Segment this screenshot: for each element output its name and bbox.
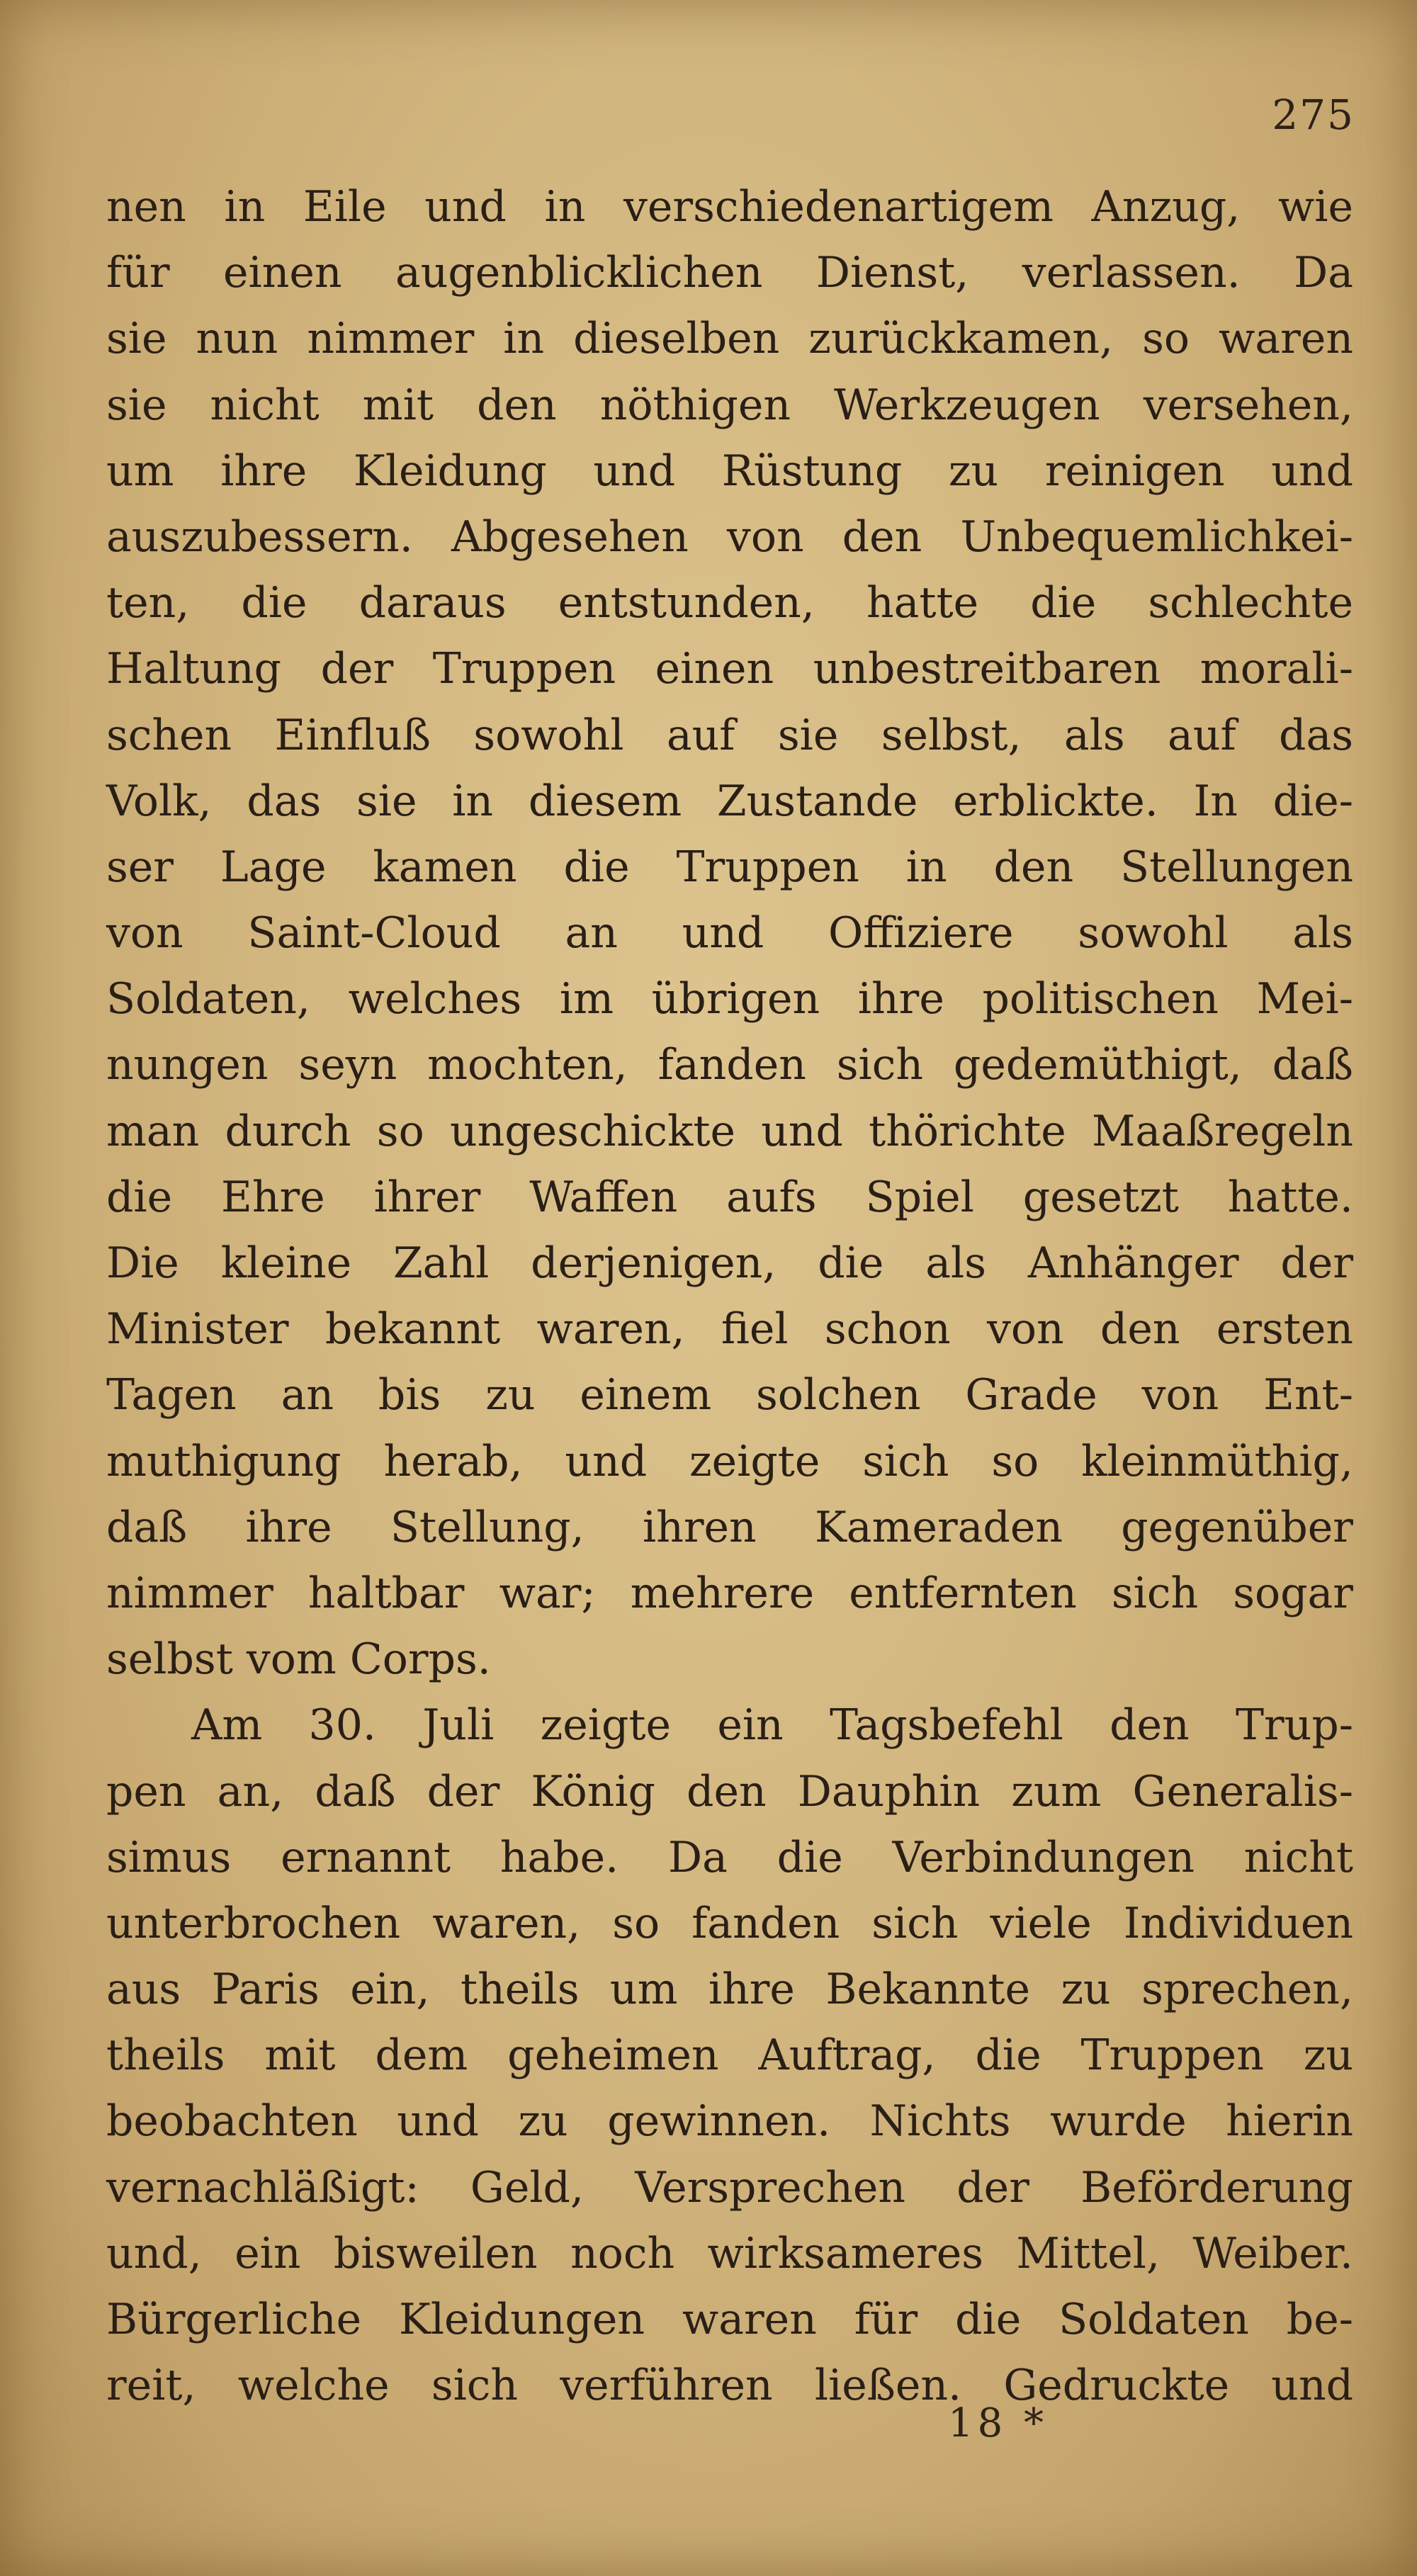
- text-line: Minister bekannt waren, fiel schon von den ersten: [106, 1304, 1353, 1355]
- text-line: die Ehre ihrer Waffen aufs Spiel gesetzt hatte.: [106, 1172, 1353, 1222]
- page-number: 275: [1272, 91, 1355, 139]
- text-line: schen Einfluß sowohl auf sie selbst, als auf das: [106, 710, 1353, 760]
- text-line: ten, die daraus entstunden, hatte die schlechte: [106, 578, 1353, 628]
- text-line: um ihre Kleidung und Rüstung zu reinigen und: [106, 446, 1353, 496]
- text-line: muthigung herab, und zeigte sich so kleinmüthig,: [106, 1436, 1353, 1486]
- text-line: aus Paris ein, theils um ihre Bekannte zu sprechen,: [106, 1965, 1353, 2015]
- signature-mark: 18 *: [948, 2400, 1049, 2446]
- text-line: man durch so ungeschickte und thörichte Maaßregeln: [106, 1106, 1353, 1156]
- text-line: Soldaten, welches im übrigen ihre politischen Mei-: [106, 974, 1353, 1024]
- text-line: für einen augenblicklichen Dienst, verlassen. Da: [106, 248, 1353, 298]
- text-line: vernachläßigt: Geld, Versprechen der Beförderung: [106, 2162, 1353, 2213]
- body-text: [106, 174, 1353, 2419]
- text-line: Die kleine Zahl derjenigen, die als Anhänger der: [106, 1238, 1353, 1288]
- text-line: beobachten und zu gewinnen. Nichts wurde hierin: [106, 2096, 1353, 2147]
- text-line: unterbrochen waren, so fanden sich viele Individuen: [106, 1898, 1353, 1948]
- text-line: Tagen an bis zu einem solchen Grade von Ent-: [106, 1370, 1353, 1420]
- text-line: pen an, daß der König den Dauphin zum Generalis-: [106, 1766, 1353, 1817]
- text-line: nungen seyn mochten, fanden sich gedemüthigt, daß: [106, 1040, 1353, 1090]
- text-line-paragraph-end: selbst vom Corps.: [106, 1634, 491, 1685]
- text-line: auszubessern. Abgesehen von den Unbequemlichkei-: [106, 512, 1353, 562]
- text-line: simus ernannt habe. Da die Verbindungen nicht: [106, 1832, 1353, 1882]
- text-line: ser Lage kamen die Truppen in den Stellungen: [106, 842, 1353, 892]
- text-line: Volk, das sie in diesem Zustande erblickte. In die-: [106, 776, 1353, 826]
- text-line: Bürgerliche Kleidungen waren für die Soldaten be-: [106, 2295, 1353, 2344]
- text-line: sie nun nimmer in dieselben zurückkamen, so waren: [106, 314, 1353, 364]
- text-line: Haltung der Truppen einen unbestreitbaren morali-: [106, 644, 1353, 694]
- text-line: nen in Eile und in verschiedenartigem Anzug, wie: [106, 182, 1353, 232]
- text-line-paragraph-start: Am 30. Juli zeigte ein Tagsbefehl den Trup-: [191, 1700, 1353, 1751]
- text-line: daß ihre Stellung, ihren Kameraden gegenüber: [106, 1502, 1353, 1552]
- text-line: nimmer haltbar war; mehrere entfernten sich sogar: [106, 1568, 1353, 1618]
- text-line: und, ein bisweilen noch wirksameres Mittel, Weiber.: [106, 2228, 1353, 2278]
- text-line: reit, welche sich verführen ließen. Gedruckte und: [106, 2361, 1353, 2411]
- text-line: theils mit dem geheimen Auftrag, die Truppen zu: [106, 2030, 1353, 2081]
- text-line: von Saint-Cloud an und Offiziere sowohl als: [106, 908, 1353, 959]
- text-line: sie nicht mit den nöthigen Werkzeugen versehen,: [106, 380, 1353, 430]
